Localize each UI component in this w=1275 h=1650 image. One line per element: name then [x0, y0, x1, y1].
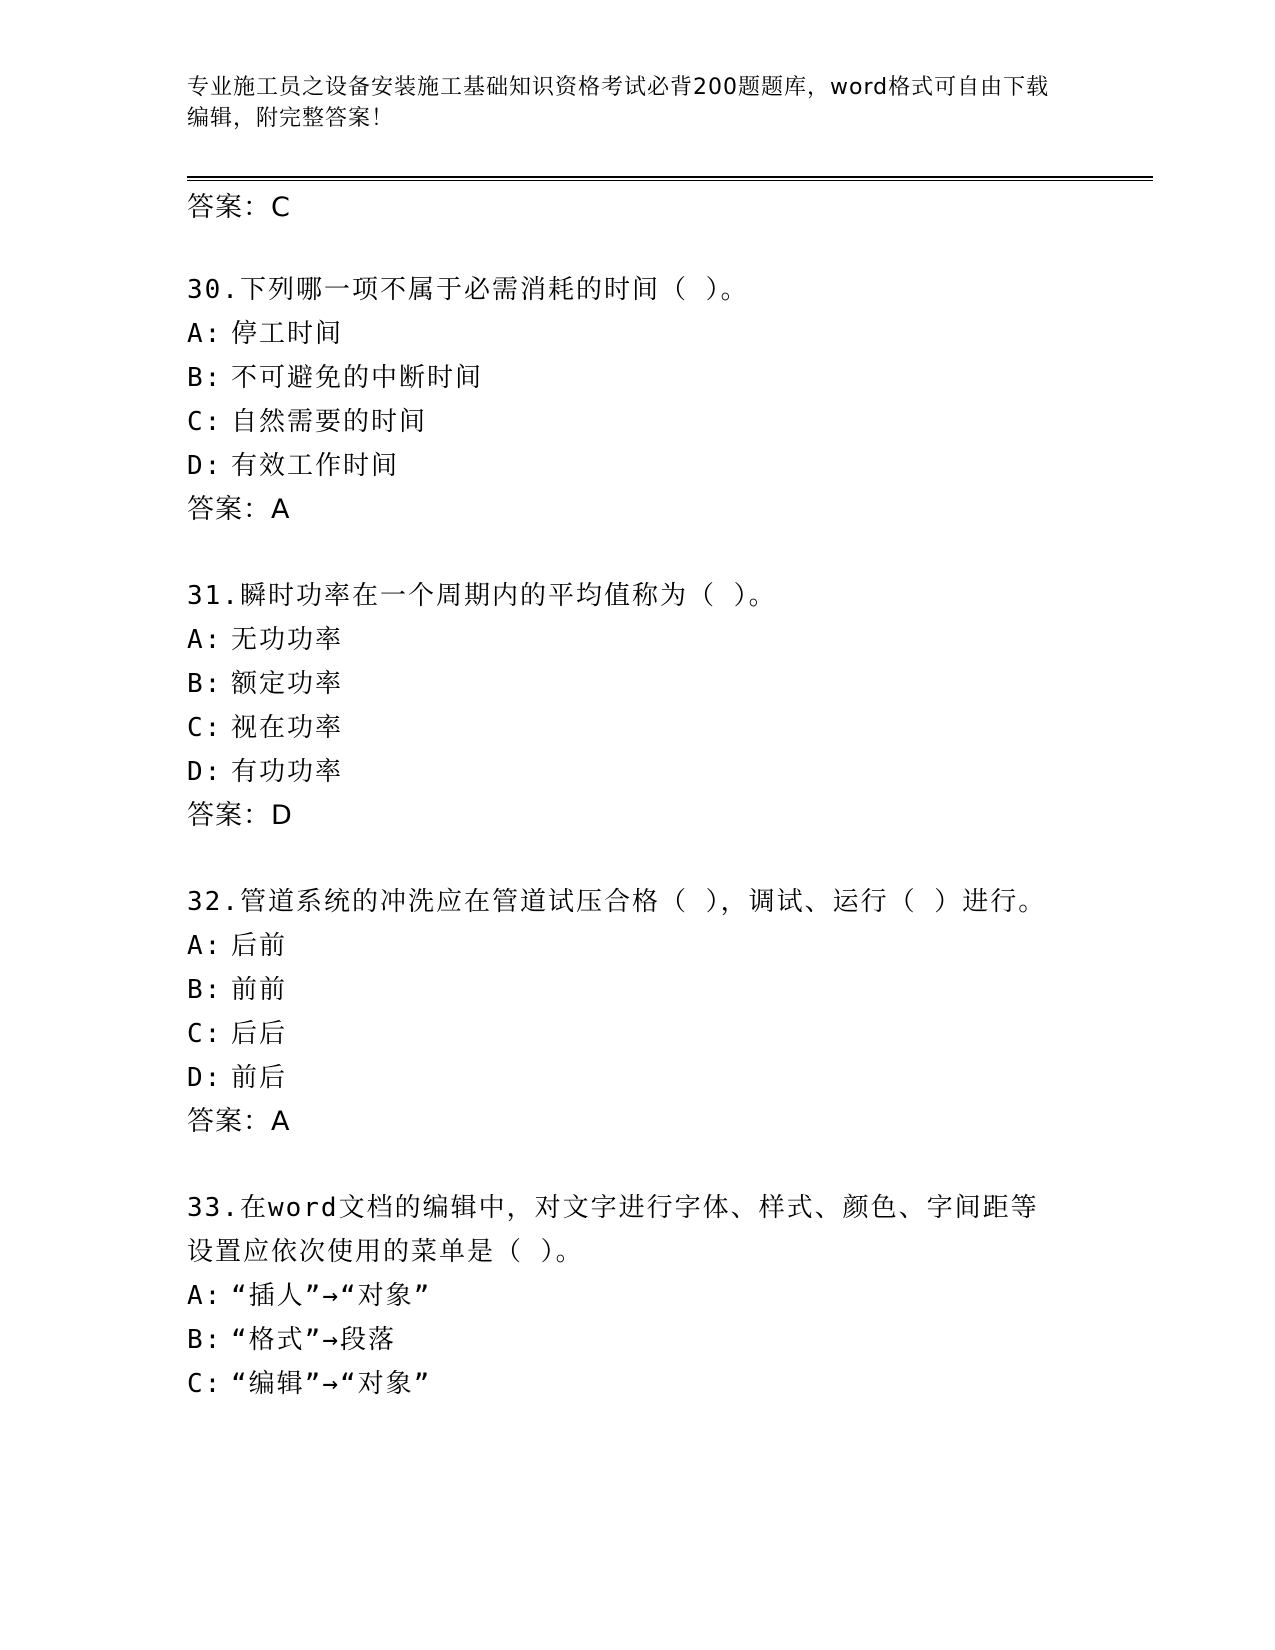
document-header: 专业施工员之设备安装施工基础知识资格考试必背200题题库，word格式可自由下载编辑，附完整答案！: [187, 75, 1050, 131]
option-text: 后前: [231, 931, 288, 961]
option-key: A:: [187, 319, 223, 349]
option-key: C:: [187, 1369, 223, 1399]
option-a: [187, 318, 343, 350]
option-key: D:: [187, 1063, 223, 1093]
option-key: C:: [187, 713, 223, 743]
option-text: 有功功率: [231, 757, 344, 787]
option-a: [187, 1280, 431, 1312]
option-text: “编辑”→“对象”: [231, 1369, 432, 1399]
option-text: 自然需要的时间: [231, 407, 428, 437]
option-text: 后后: [231, 1019, 288, 1049]
option-c: [187, 1368, 431, 1400]
option-text: 额定功率: [231, 669, 344, 699]
answer-line: 答案：A: [187, 1106, 291, 1137]
option-key: A:: [187, 931, 223, 961]
option-key: D:: [187, 757, 223, 787]
option-key: C:: [187, 407, 223, 437]
option-b: [187, 1324, 396, 1356]
option-key: B:: [187, 1325, 223, 1355]
option-c: [187, 712, 343, 744]
answer-line: 答案：D: [187, 800, 293, 831]
option-text: 前前: [231, 975, 288, 1005]
answer-line: 答案：A: [187, 494, 291, 525]
option-text: 有效工作时间: [231, 451, 400, 481]
question-stem: 33.在word文档的编辑中，对文字进行字体、样式、颜色、字间距等: [187, 1193, 1039, 1223]
option-b: [187, 668, 343, 700]
question-stem: 30.下列哪一项不属于必需消耗的时间（ ）。: [187, 275, 749, 305]
question-stem: 32.管道系统的冲洗应在管道试压合格（ ），调试、运行（ ）进行。: [187, 887, 1047, 917]
option-key: B:: [187, 363, 223, 393]
header-divider: [187, 176, 1153, 181]
option-text: 不可避免的中断时间: [231, 363, 484, 393]
option-d: [187, 1062, 287, 1094]
option-c: [187, 406, 427, 438]
answer-line: 答案：C: [187, 192, 291, 223]
option-text: 前后: [231, 1063, 288, 1093]
option-text: “插人”→“对象”: [231, 1281, 432, 1311]
option-d: [187, 756, 343, 788]
option-c: [187, 1018, 287, 1050]
option-b: [187, 974, 287, 1006]
option-key: C:: [187, 1019, 223, 1049]
option-key: D:: [187, 451, 223, 481]
question-stem-continued: 设置应依次使用的菜单是（ ）。: [187, 1237, 584, 1267]
option-key: B:: [187, 669, 223, 699]
option-a: [187, 930, 287, 962]
option-text: 停工时间: [231, 319, 344, 349]
option-text: 视在功率: [231, 713, 344, 743]
option-key: A:: [187, 1281, 223, 1311]
option-text: 无功功率: [231, 625, 344, 655]
option-d: [187, 450, 399, 482]
option-text: “格式”→段落: [231, 1325, 396, 1355]
option-a: [187, 624, 343, 656]
option-key: B:: [187, 975, 223, 1005]
question-stem: 31.瞬时功率在一个周期内的平均值称为（ ）。: [187, 581, 777, 611]
option-key: A:: [187, 625, 223, 655]
option-b: [187, 362, 483, 394]
